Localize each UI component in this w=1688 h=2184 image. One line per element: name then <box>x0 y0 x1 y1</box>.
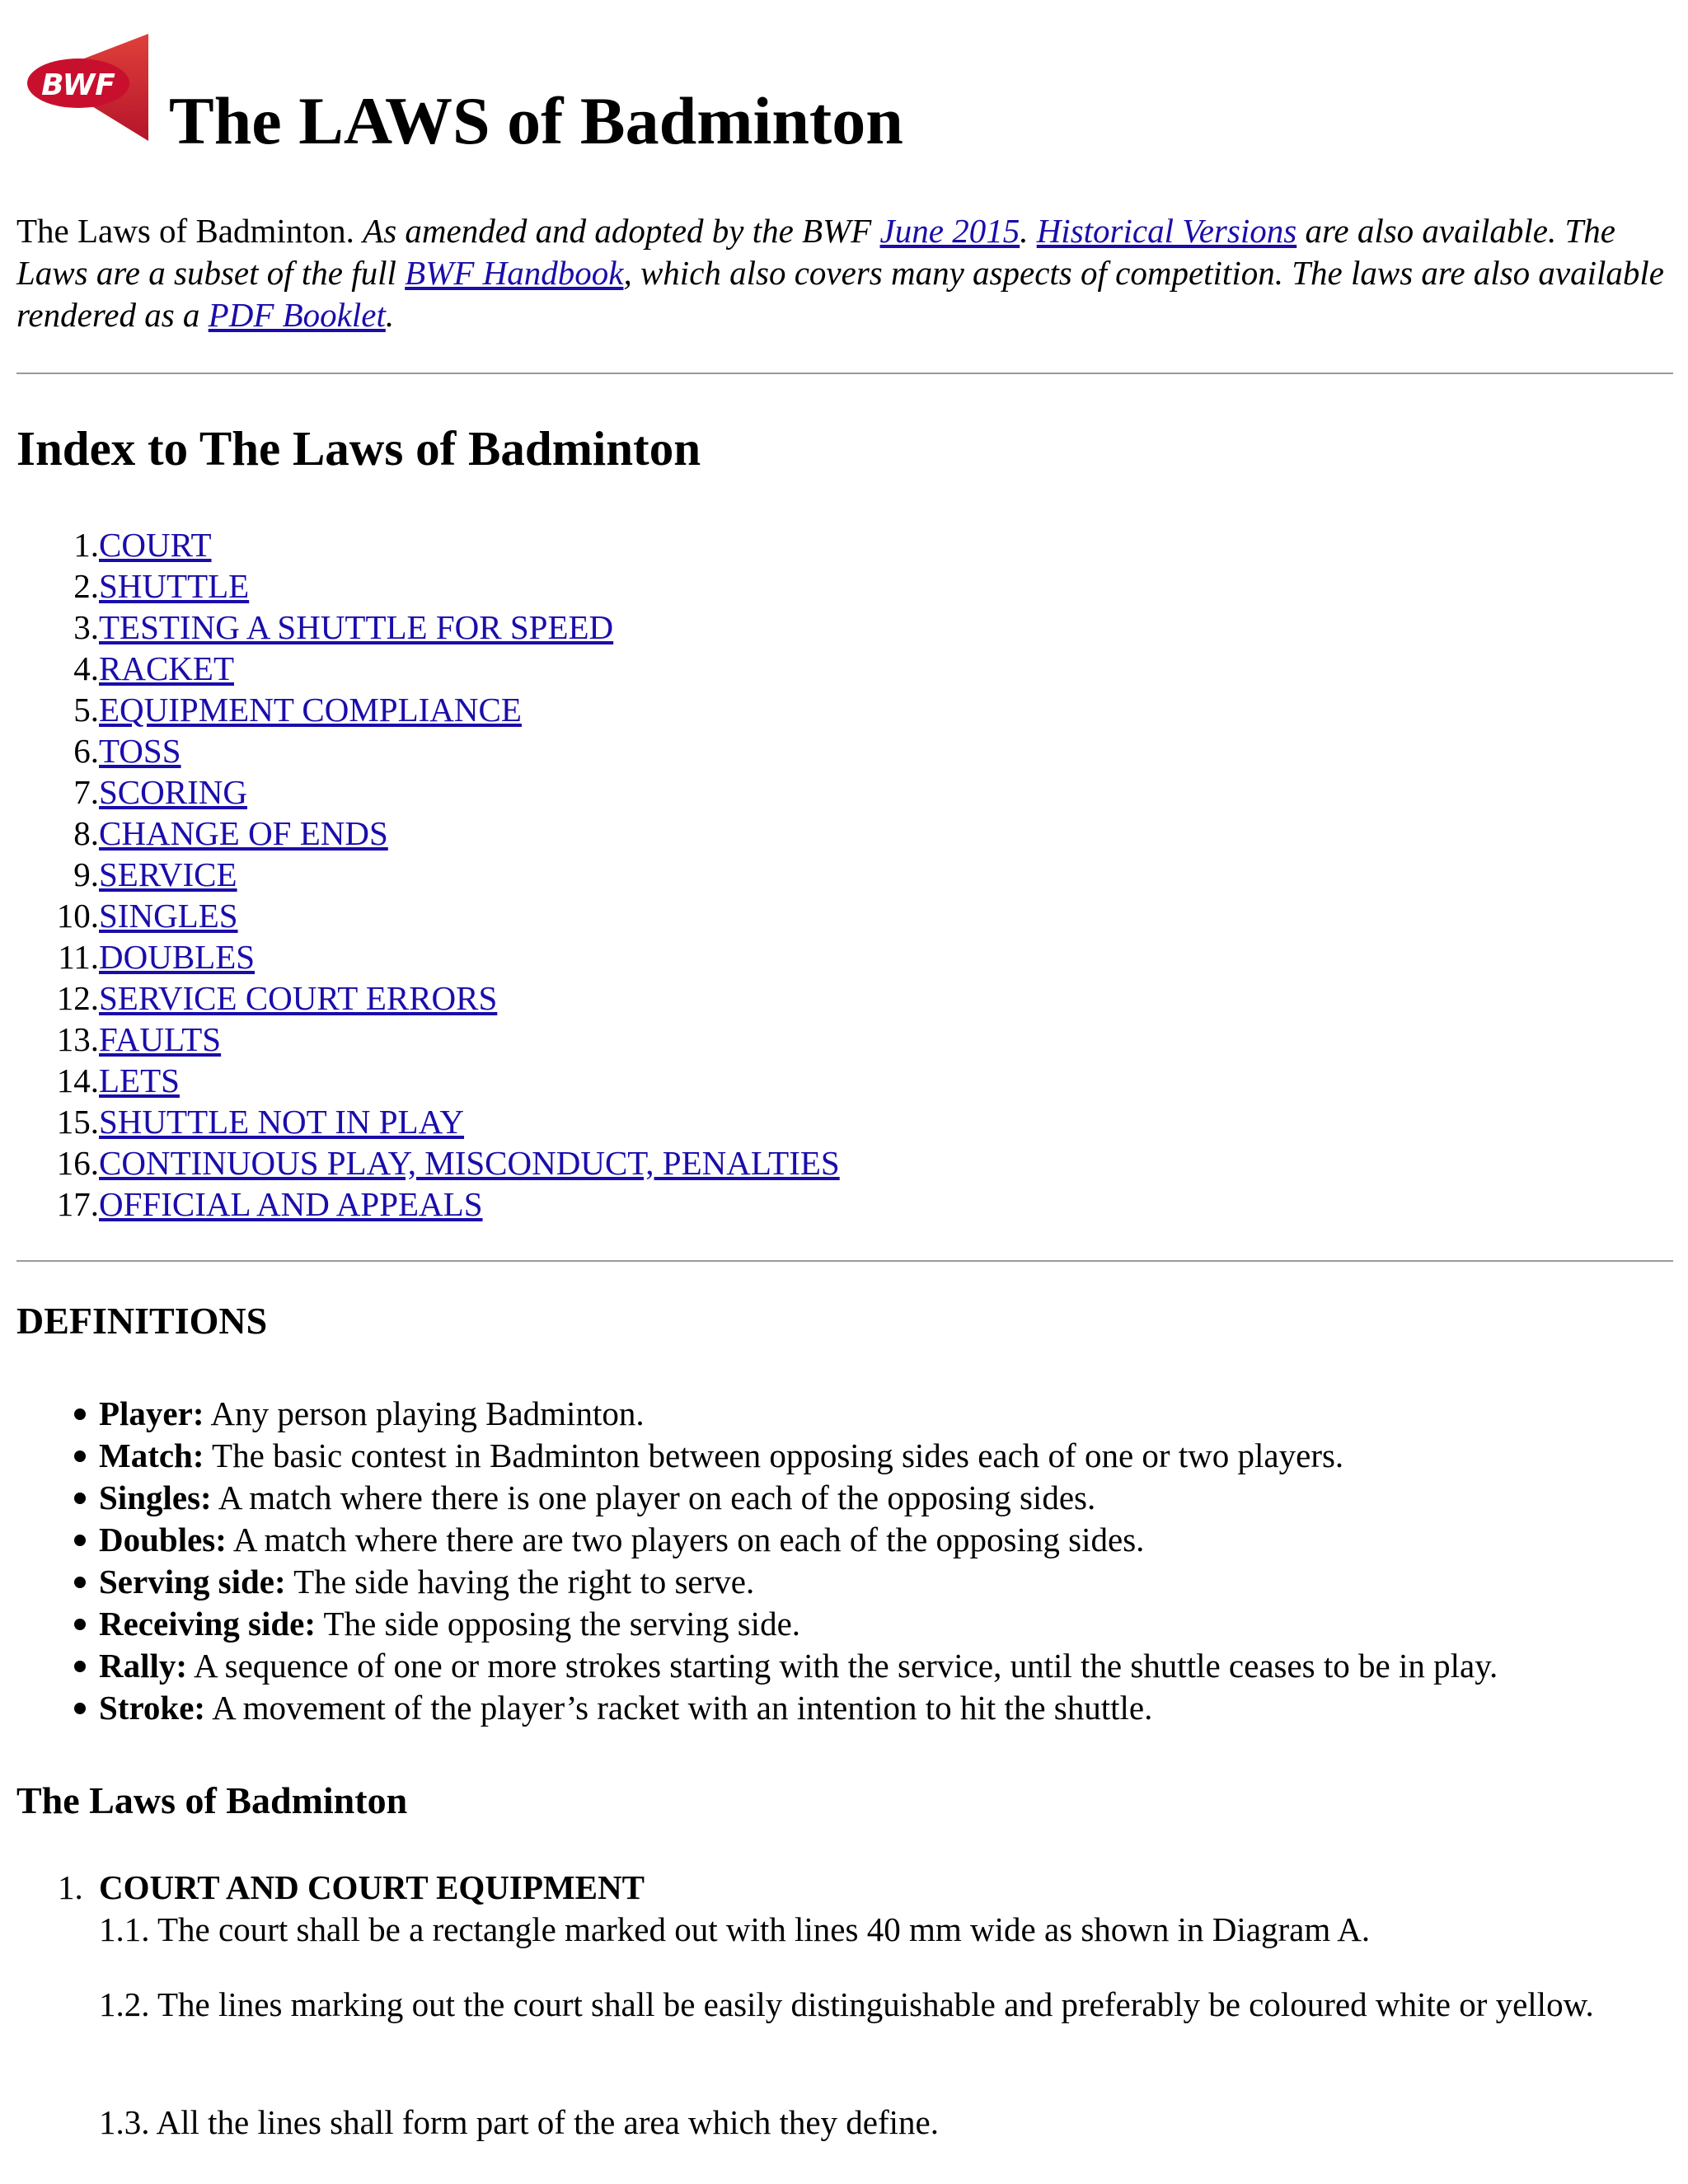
bullet-icon <box>74 1451 86 1462</box>
law-paragraph: 1.2. The lines marking out the court shall be easily distinguishable and preferably be coloured white or yellow. <box>99 1985 1594 2023</box>
bullet-icon <box>74 1493 86 1504</box>
definition-term: Singles: <box>99 1479 212 1516</box>
index-link[interactable]: CONTINUOUS PLAY, MISCONDUCT, PENALTIES <box>99 1144 840 1182</box>
definition-text: The side having the right to serve. <box>285 1563 755 1601</box>
index-link[interactable]: COURT <box>99 526 212 564</box>
index-link[interactable]: SHUTTLE NOT IN PLAY <box>99 1103 465 1141</box>
index-item-number: 14. <box>56 1062 99 1099</box>
law-paragraph: 1.1. The court shall be a rectangle marked out with lines 40 mm wide as shown in Diagram A. <box>99 1910 1371 1948</box>
definition-text: A sequence of one or more strokes starting with the service, until the shuttle ceases to be in play. <box>187 1647 1498 1685</box>
index-item-number: 6. <box>73 732 99 770</box>
index-item-number: 11. <box>58 938 99 976</box>
index-link[interactable]: SINGLES <box>99 897 238 935</box>
intro-text: . <box>385 296 395 334</box>
bwf-handbook-link[interactable]: BWF Handbook <box>405 254 624 292</box>
historical-versions-link[interactable]: Historical Versions <box>1036 212 1297 250</box>
definition-text: A match where there is one player on each of the opposing sides. <box>211 1479 1096 1516</box>
index-item-number: 15. <box>56 1103 99 1141</box>
definition-text: A movement of the player’s racket with an intention to hit the shuttle. <box>205 1689 1153 1727</box>
definition-term: Serving side: <box>99 1563 286 1601</box>
definition-item <box>16 1561 1498 1603</box>
laws-heading: The Laws of Badminton <box>16 1779 408 1821</box>
index-link[interactable]: SHUTTLE <box>99 567 250 605</box>
definition-item <box>16 1645 1498 1687</box>
index-link[interactable]: DOUBLES <box>99 938 256 976</box>
bullet-icon <box>74 1619 86 1630</box>
definition-item <box>16 1687 1498 1729</box>
bullet-icon <box>74 1661 86 1672</box>
definitions-list <box>16 1393 1498 1729</box>
index-link[interactable]: TOSS <box>99 732 181 770</box>
index-link[interactable]: SERVICE COURT ERRORS <box>99 979 498 1017</box>
definition-text: A match where there are two players on each of the opposing sides. <box>226 1521 1145 1558</box>
definition-item <box>16 1603 1498 1645</box>
definition-item <box>16 1435 1498 1477</box>
index-item-number: 7. <box>73 773 99 811</box>
definition-term: Rally: <box>99 1647 188 1685</box>
index-item-number: 13. <box>56 1020 99 1058</box>
definition-text: The side opposing the serving side. <box>316 1605 801 1643</box>
index-link[interactable]: FAULTS <box>99 1020 222 1058</box>
divider <box>16 373 1673 374</box>
index-item-number: 5. <box>73 691 99 729</box>
divider <box>16 1260 1673 1262</box>
index-link[interactable]: CHANGE OF ENDS <box>99 814 388 852</box>
definition-term: Match: <box>99 1436 204 1474</box>
definition-term: Stroke: <box>99 1689 206 1727</box>
definition-text: Any person playing Badminton. <box>204 1394 645 1432</box>
page-header <box>16 25 1673 165</box>
definitions-heading: DEFINITIONS <box>16 1300 268 1342</box>
intro-text: The Laws of Badminton. <box>16 212 363 250</box>
definition-term: Receiving side: <box>99 1605 316 1643</box>
index-item-number: 9. <box>73 855 99 893</box>
june-2015-link[interactable]: June 2015 <box>879 212 1020 250</box>
intro-text: . <box>1020 212 1037 250</box>
bullet-icon <box>74 1535 86 1546</box>
intro-text: As amended and adopted by the BWF <box>363 212 880 250</box>
logo-text: BWF <box>41 68 115 102</box>
index-item-number: 10. <box>56 897 99 935</box>
definition-text: The basic contest in Badminton between opposing sides each of one or two players. <box>204 1436 1344 1474</box>
definition-item <box>16 1393 1498 1435</box>
bullet-icon <box>74 1408 86 1420</box>
index-link[interactable]: RACKET <box>99 649 234 687</box>
index-link[interactable]: SERVICE <box>99 855 237 893</box>
index-item-number: 2. <box>73 567 99 605</box>
definition-item <box>16 1477 1498 1519</box>
intro-paragraph <box>16 210 1673 336</box>
index-link[interactable]: OFFICIAL AND APPEALS <box>99 1185 483 1223</box>
definition-term: Player: <box>99 1394 204 1432</box>
index-item-number: 1. <box>73 526 99 564</box>
law-paragraph: 1.3. All the lines shall form part of the area which they define. <box>99 2103 939 2141</box>
index-item-number: 3. <box>73 608 99 646</box>
index-item-number: 16. <box>56 1144 99 1182</box>
index-heading: Index to The Laws of Badminton <box>16 421 701 476</box>
law-title: COURT AND COURT EQUIPMENT <box>99 1868 645 1906</box>
definition-term: Doubles: <box>99 1521 227 1558</box>
definition-item <box>16 1519 1498 1561</box>
index-link[interactable]: EQUIPMENT COMPLIANCE <box>99 691 522 729</box>
bullet-icon <box>74 1577 86 1588</box>
index-item-number: 17. <box>56 1185 99 1223</box>
index-item-number: 12. <box>56 979 99 1017</box>
index-link[interactable]: TESTING A SHUTTLE FOR SPEED <box>99 608 614 646</box>
pdf-booklet-link[interactable]: PDF Booklet <box>208 296 386 334</box>
index-link[interactable]: LETS <box>99 1062 180 1099</box>
bullet-icon <box>74 1703 86 1714</box>
bwf-logo[interactable] <box>16 30 152 166</box>
index-item-number: 8. <box>73 814 99 852</box>
index-item-number: 4. <box>73 649 99 687</box>
law-number: 1. <box>58 1868 83 1906</box>
intro-text: are also available. The Laws are a subset of the full <box>16 212 1616 292</box>
intro-text: , which also covers many aspects of competition. The laws are also available rendered as a <box>16 254 1664 334</box>
page-title: The LAWS of Badminton <box>169 83 903 158</box>
index-link[interactable]: SCORING <box>99 773 247 811</box>
